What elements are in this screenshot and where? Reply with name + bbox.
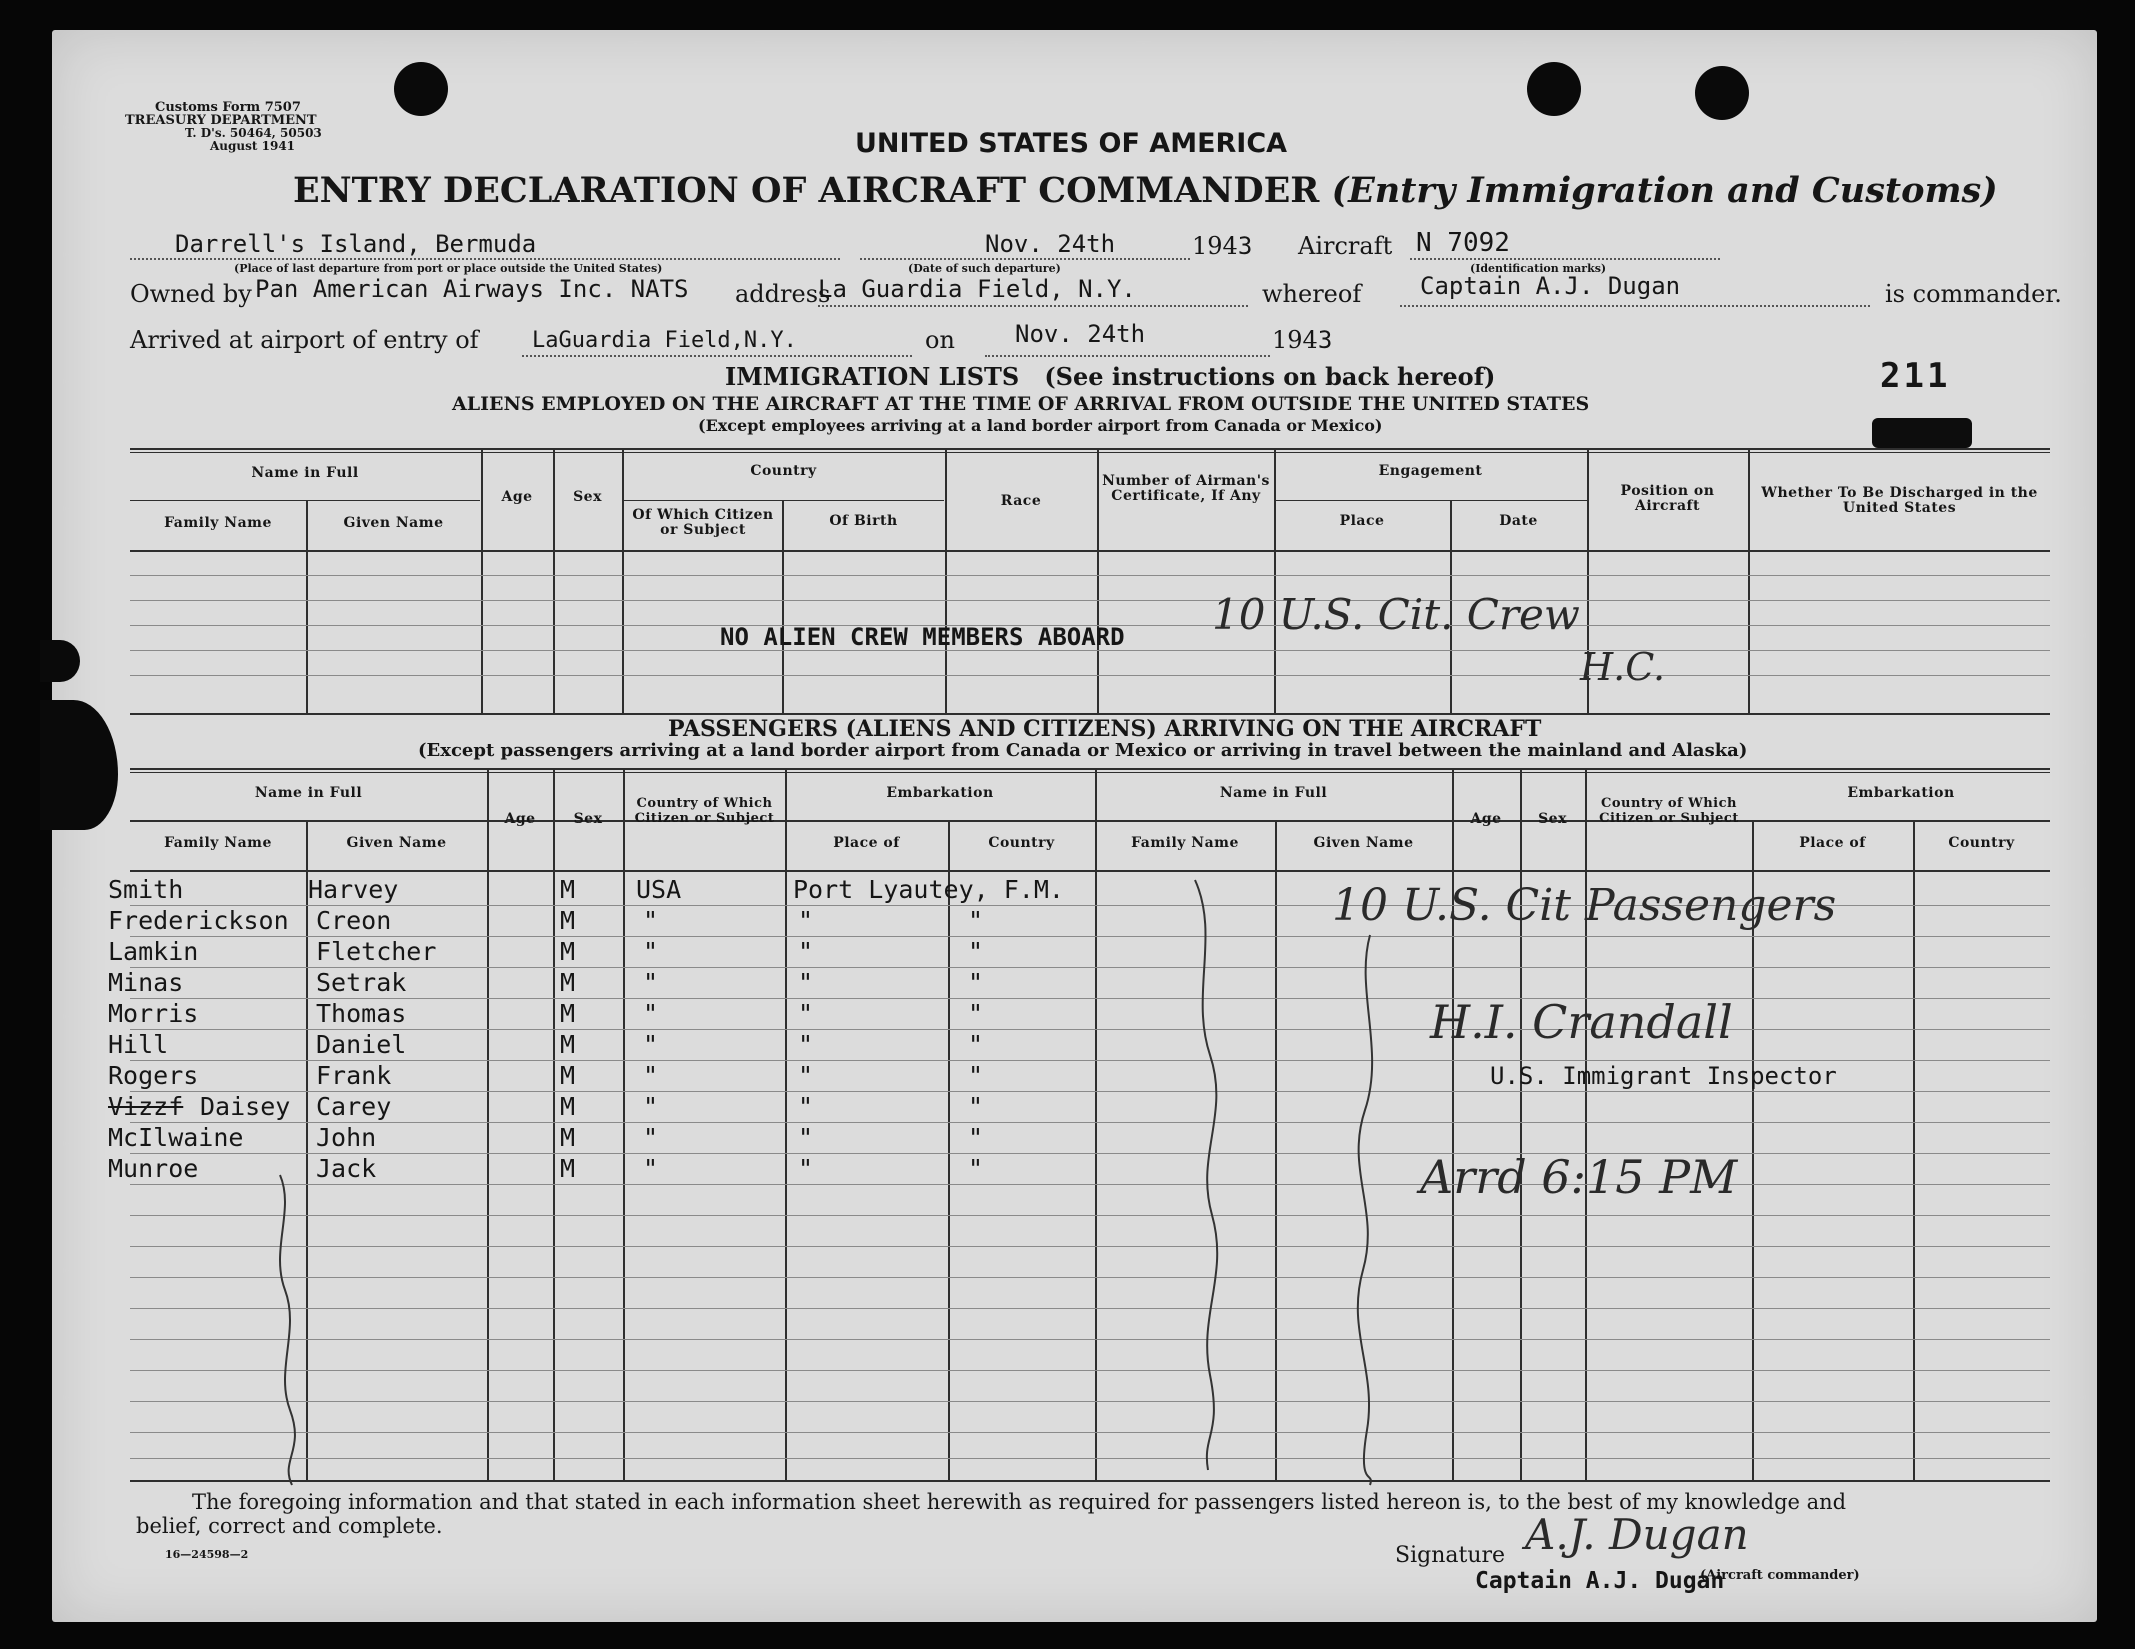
- ditto-wave-line: [1190, 875, 1230, 1475]
- commander-signature: A.J. Dugan: [1525, 1510, 1749, 1559]
- redaction-mark: [1872, 418, 1972, 448]
- arrival-date: Nov. 24th: [1015, 320, 1146, 348]
- form-number: Customs Form 7507: [155, 100, 301, 115]
- t2-head-embarkation: Embarkation: [886, 785, 994, 801]
- crew-handwritten-note: 10 U.S. Cit. Crew: [1212, 590, 1580, 639]
- ditto-wave-line: [1355, 930, 1395, 1490]
- t2-head-citizen: Country of Which Citizen or Subject: [634, 796, 775, 826]
- t1-head-engagement: Engagement: [1378, 463, 1483, 479]
- arrival-airport: LaGuardia Field,N.Y.: [532, 328, 797, 353]
- signature-caption: (Aircraft commander): [1700, 1568, 1860, 1583]
- passengers-heading: PASSENGERS (ALIENS AND CITIZENS) ARRIVING ON THE AIRCRAFT: [668, 716, 1542, 742]
- departure-year: 1943: [1192, 232, 1253, 260]
- immigration-heading: IMMIGRATION LISTS (See instructions on back hereof): [725, 362, 1496, 391]
- arrival-year: 1943: [1272, 326, 1333, 354]
- address-label: address: [735, 280, 831, 308]
- t1-head-date: Date: [1499, 513, 1538, 529]
- immigration-sub2: (Except employees arriving at a land border airport from Canada or Mexico): [698, 416, 1383, 435]
- declaration-text-2: belief, correct and complete.: [136, 1514, 443, 1538]
- t2-head-country-2: Country: [1948, 835, 2015, 851]
- punch-hole: [1695, 66, 1749, 120]
- t1-head-position: Position on Aircraft: [1620, 483, 1715, 514]
- t2-head-given-2: Given Name: [1313, 835, 1414, 851]
- t1-head-age: Age: [501, 489, 533, 505]
- inspector-signature: H.I. Crandall: [1430, 995, 1733, 1049]
- arrival-time-note: Arrd 6:15 PM: [1420, 1150, 1738, 1204]
- last-departure: Darrell's Island, Bermuda: [175, 230, 537, 258]
- t1-head-given: Given Name: [343, 515, 444, 531]
- t1-head-race: Race: [1000, 493, 1042, 509]
- t2-head-sex: Sex: [573, 811, 603, 827]
- aircraft-caption: (Identification marks): [1470, 262, 1607, 275]
- title-main: ENTRY DECLARATION OF AIRCRAFT COMMANDER: [293, 170, 1320, 211]
- t2-head-family-2: Family Name: [1131, 835, 1239, 851]
- passenger-row: Minas Setrak M " " ": [108, 968, 984, 997]
- departure-date-caption: (Date of such departure): [908, 262, 1061, 275]
- t1-head-birth: Of Birth: [829, 513, 898, 529]
- passenger-row: Munroe Jack M " " ": [108, 1154, 984, 1183]
- t2-head-age-2: Age: [1470, 811, 1502, 827]
- t2-head-name: Name in Full: [254, 785, 363, 801]
- t2-head-citizen-2: Country of Which Citizen or Subject: [1599, 796, 1739, 826]
- t2-head-embarkation-2: Embarkation: [1847, 785, 1955, 801]
- t2-head-given: Given Name: [346, 835, 447, 851]
- commander: Captain A.J. Dugan: [1420, 272, 1681, 300]
- owned-by-label: Owned by: [130, 280, 252, 308]
- passenger-row: Rogers Frank M " " ": [108, 1061, 984, 1090]
- declaration-text: The foregoing information and that stated in each information sheet herewith as required for passengers listed hereon is, to the best of my knowledge and: [192, 1490, 1847, 1514]
- passenger-row: Lamkin Fletcher M " " ": [108, 937, 984, 966]
- t2-head-name-2: Name in Full: [1219, 785, 1328, 801]
- t2-head-place-2: Place of: [1799, 835, 1866, 851]
- commander-suffix: is commander.: [1885, 280, 2062, 308]
- form-department: TREASURY DEPARTMENT: [125, 113, 317, 128]
- passenger-row: McIlwaine John M " " ": [108, 1123, 984, 1152]
- crew-initials: H.C.: [1580, 645, 1666, 689]
- t2-head-sex-2: Sex: [1538, 811, 1567, 827]
- passenger-row: Hill Daniel M " " ": [108, 1030, 984, 1059]
- aircraft-id: N 7092: [1416, 228, 1510, 258]
- t1-head-name: Name in Full: [251, 465, 359, 481]
- page-title: [293, 170, 1998, 211]
- title-paren: (Entry Immigration and Customs): [1331, 170, 1998, 211]
- punch-hole: [1527, 62, 1581, 116]
- inspector-title: U.S. Immigrant Inspector: [1490, 1062, 1837, 1090]
- t1-head-certificate: Number of Airman's Certificate, If Any: [1102, 473, 1270, 504]
- on-label: on: [925, 326, 955, 354]
- t2-head-family: Family Name: [164, 835, 272, 851]
- t1-head-sex: Sex: [573, 489, 602, 505]
- departure-date: Nov. 24th: [985, 230, 1116, 258]
- passengers-handwritten-note: 10 U.S. Cit Passengers: [1332, 880, 1837, 931]
- arrived-label: Arrived at airport of entry of: [130, 326, 479, 354]
- t1-head-family: Family Name: [164, 515, 272, 531]
- t2-head-age: Age: [504, 811, 536, 827]
- paper-tear: [40, 640, 80, 682]
- typed-commander-name: Captain A.J. Dugan: [1475, 1568, 1725, 1594]
- passengers-sub: (Except passengers arriving at a land border airport from Canada or Mexico or arriving in travel between the mainland and Alaska): [418, 740, 1748, 761]
- passenger-row: Smith Harvey M USA Port Lyautey, F.M.: [108, 875, 1064, 904]
- t1-head-citizen: Of Which Citizen or Subject: [632, 507, 774, 538]
- t1-head-discharged: Whether To Be Discharged in the United States: [1761, 485, 2038, 516]
- country-heading: UNITED STATES OF AMERICA: [855, 128, 1288, 159]
- form-tds: T. D's. 50464, 50503: [185, 126, 322, 140]
- signature-label: Signature: [1395, 1543, 1506, 1568]
- no-crew-note: NO ALIEN CREW MEMBERS ABOARD: [720, 623, 1125, 651]
- punch-hole: [394, 62, 448, 116]
- t1-head-country: Country: [750, 463, 817, 479]
- last-departure-caption: (Place of last departure from port or place outside the United States): [234, 262, 663, 275]
- t1-head-place: Place: [1339, 513, 1385, 529]
- ditto-wave-line: [270, 1170, 310, 1490]
- whereof-label: whereof: [1262, 280, 1362, 308]
- owner: Pan American Airways Inc. NATS: [255, 275, 689, 303]
- struck-text: Vizzf: [108, 1092, 184, 1121]
- t2-head-place: Place of: [833, 835, 900, 851]
- address: La Guardia Field, N.Y.: [818, 275, 1136, 303]
- passenger-row: Morris Thomas M " " ": [108, 999, 984, 1028]
- passenger-row: Frederickson Creon M " " ": [108, 906, 984, 935]
- stamp-number: 211: [1880, 356, 1951, 396]
- immigration-sub1: ALIENS EMPLOYED ON THE AIRCRAFT AT THE TIME OF ARRIVAL FROM OUTSIDE THE UNITED STATES: [452, 393, 1590, 415]
- form-date: August 1941: [210, 139, 296, 153]
- passenger-row: Vizzf Daisey Carey M " " ": [108, 1092, 984, 1121]
- print-code: 16—24598—2: [165, 1548, 249, 1561]
- aircraft-label: Aircraft: [1298, 232, 1393, 260]
- t2-head-country: Country: [988, 835, 1055, 851]
